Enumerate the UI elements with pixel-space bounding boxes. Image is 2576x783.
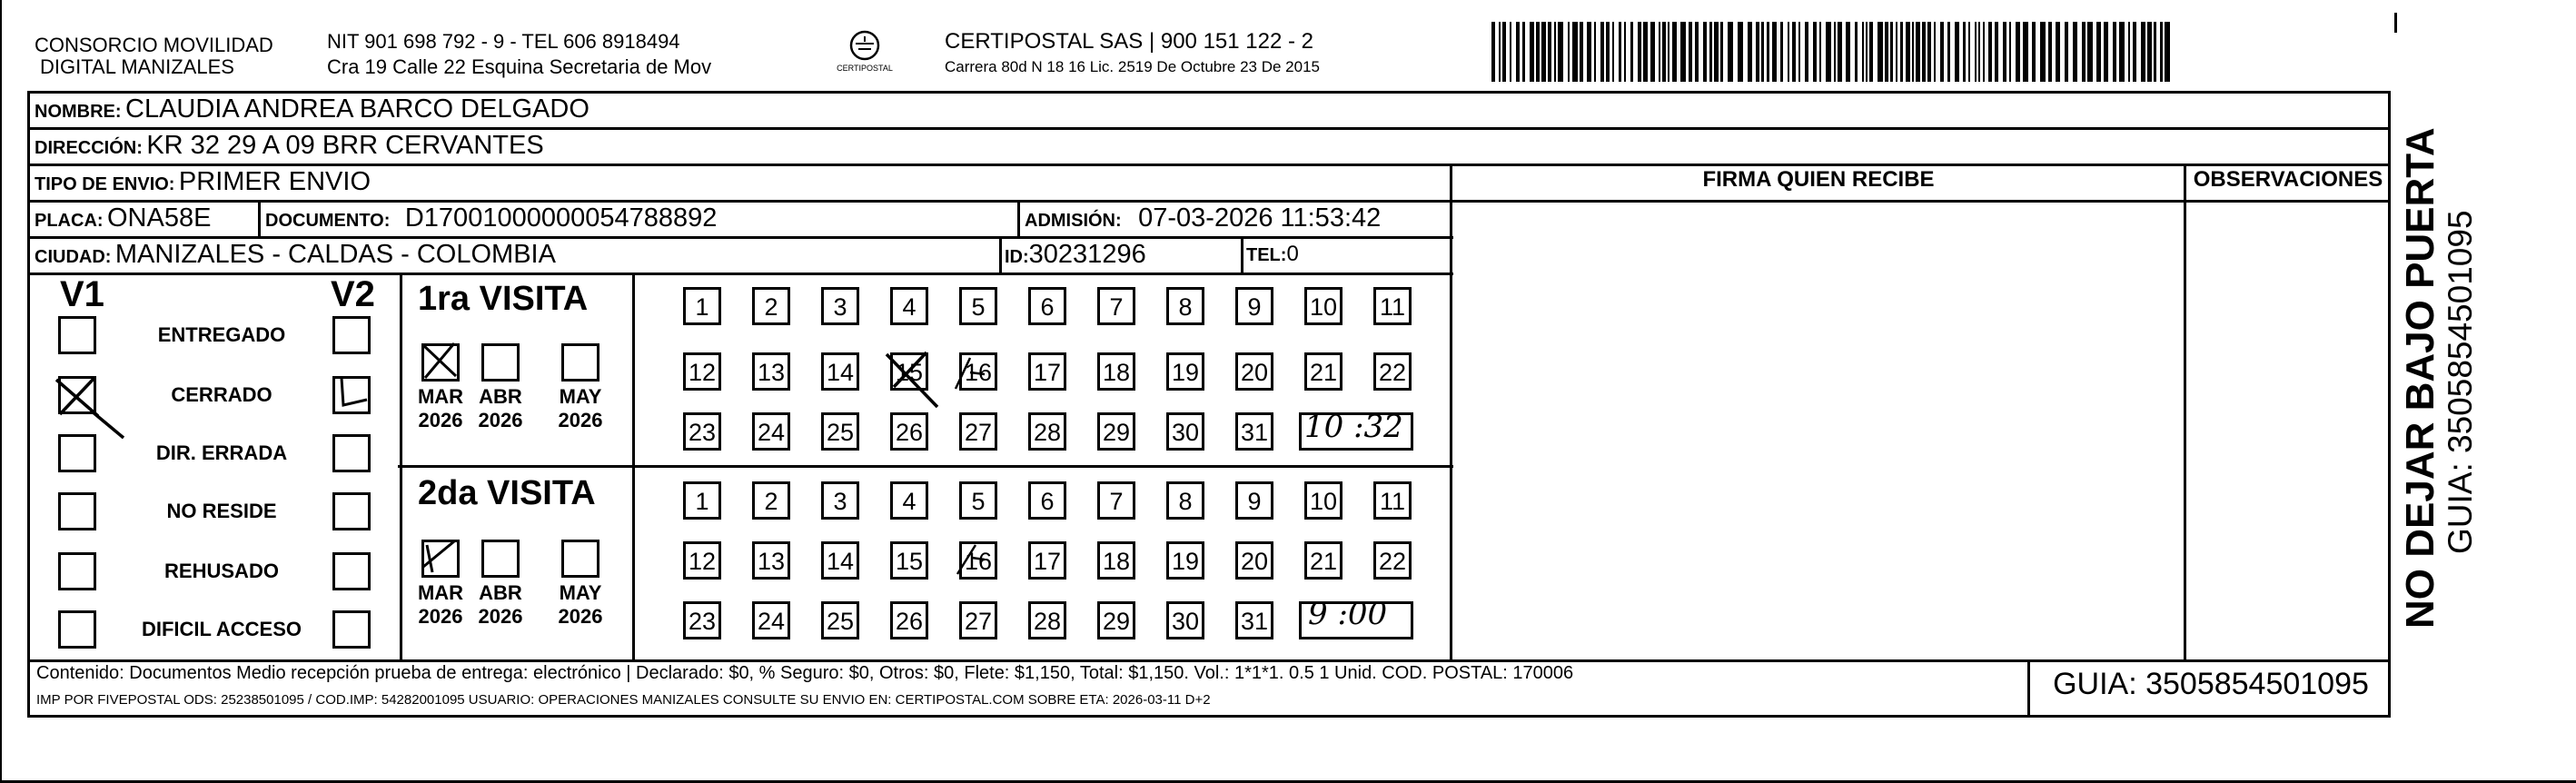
reason-label: DIR. ERRADA — [155, 441, 288, 464]
visit2-day-box[interactable]: 10 — [1304, 481, 1342, 520]
visit2-day-box[interactable]: 11 — [1373, 481, 1412, 520]
tel-value: 0 — [1286, 242, 1299, 266]
visit2-day-box[interactable]: 20 — [1235, 541, 1273, 580]
footer-contenido: Contenido: Documentos Medio recepción prueba de entrega: electrónico | Declarado: $0, % Seguro: $0, Otros: $0, Flete: $1,150, Total: $1,150. Vol.: 1*1*1. 0.5 1 Unid. COD. POSTAL: 170006 — [36, 663, 1574, 683]
visit1-day-box[interactable]: 15 — [890, 352, 928, 391]
visit1-month-label: MAR — [417, 385, 464, 408]
v2-header: V2 — [331, 274, 375, 314]
visit2-day-box[interactable]: 3 — [821, 481, 859, 520]
visit1-day-box[interactable]: 26 — [890, 412, 928, 451]
visit2-day-box[interactable]: 1 — [683, 481, 721, 520]
reason-label: ENTREGADO — [157, 323, 286, 346]
visit2-day-box[interactable]: 8 — [1166, 481, 1204, 520]
company-name-line2: DIGITAL MANIZALES — [40, 55, 234, 78]
reason-label: REHUSADO — [164, 560, 279, 582]
company-address: Cra 19 Calle 22 Esquina Secretaria de Mov — [327, 55, 712, 78]
footer-guia: GUIA: 3505854501095 — [2053, 667, 2369, 701]
visit1-day-box[interactable]: 6 — [1028, 287, 1066, 325]
visit1-day-box[interactable]: 12 — [683, 352, 721, 391]
visit1-day-box[interactable]: 30 — [1166, 412, 1204, 451]
visit1-day-box[interactable]: 20 — [1235, 352, 1273, 391]
visit1-day-box[interactable]: 1 — [683, 287, 721, 325]
side-notice: NO DEJAR BAJO PUERTA — [2398, 127, 2442, 629]
visit1-day-box[interactable]: 17 — [1028, 352, 1066, 391]
visit2-day-box[interactable]: 7 — [1097, 481, 1135, 520]
ciudad-label: CIUDAD: — [35, 247, 112, 267]
visit1-day-box[interactable]: 11 — [1373, 287, 1412, 325]
visit2-day-box[interactable]: 30 — [1166, 601, 1204, 639]
visit1-day-box[interactable]: 21 — [1304, 352, 1342, 391]
visit2-year-label: 2026 — [558, 605, 603, 628]
admision-label: ADMISIÓN: — [1025, 211, 1122, 231]
visit1-day-box[interactable]: 5 — [959, 287, 997, 325]
admision-value: 07-03-2026 11:53:42 — [1138, 203, 1382, 233]
visit2-day-box[interactable]: 29 — [1097, 601, 1135, 639]
visit2-day-box[interactable]: 22 — [1373, 541, 1412, 580]
visit1-day-box[interactable]: 10 — [1304, 287, 1342, 325]
visit2-day-box[interactable]: 5 — [959, 481, 997, 520]
visit1-day-box[interactable]: 27 — [959, 412, 997, 451]
visit1-day-box[interactable]: 24 — [752, 412, 790, 451]
visit1-month-label: ABR — [479, 385, 522, 408]
visit1-day-box[interactable]: 28 — [1028, 412, 1066, 451]
visit1-day-box[interactable]: 14 — [821, 352, 859, 391]
direccion-label: DIRECCIÓN: — [35, 138, 143, 158]
visit2-day-box[interactable]: 26 — [890, 601, 928, 639]
placa-value: ONA58E — [107, 203, 212, 233]
visit2-day-box[interactable]: 24 — [752, 601, 790, 639]
visit1-day-box[interactable]: 31 — [1235, 412, 1273, 451]
firma-header: FIRMA QUIEN RECIBE — [1702, 167, 1935, 192]
reason-label: DIFICIL ACCESO — [141, 618, 302, 640]
visit1-day-box[interactable]: 3 — [821, 287, 859, 325]
visit1-day-box[interactable]: 2 — [752, 287, 790, 325]
visit2-day-box[interactable]: 13 — [752, 541, 790, 580]
documento-value: D17001000000054788892 — [404, 203, 718, 233]
visit2-day-box[interactable]: 12 — [683, 541, 721, 580]
id-label: ID: — [1005, 247, 1029, 267]
company-nit: NIT 901 698 792 - 9 - TEL 606 8918494 — [327, 30, 680, 53]
visit2-month-label: ABR — [479, 581, 522, 604]
visit1-year-label: 2026 — [558, 409, 603, 431]
visit2-title: 2da VISITA — [418, 474, 596, 512]
reason-label: NO RESIDE — [166, 500, 277, 522]
visit2-day-box[interactable]: 15 — [890, 541, 928, 580]
visit1-day-box[interactable]: 25 — [821, 412, 859, 451]
visit1-day-box[interactable]: 19 — [1166, 352, 1204, 391]
visit2-time-handwritten: 9 :00 — [1308, 596, 1388, 632]
visit1-year-label: 2026 — [478, 409, 523, 431]
visit2-month-label: MAR — [417, 581, 464, 604]
visit1-day-box[interactable]: 13 — [752, 352, 790, 391]
observaciones-header: OBSERVACIONES — [2193, 167, 2383, 192]
visit2-year-label: 2026 — [418, 605, 463, 628]
logo-text: CERTIPOSTAL — [837, 64, 893, 73]
tipo-envio-label: TIPO DE ENVIO: — [35, 174, 175, 194]
visit2-day-box[interactable]: 28 — [1028, 601, 1066, 639]
visit2-day-box[interactable]: 16 — [959, 541, 997, 580]
documento-label: DOCUMENTO: — [265, 211, 391, 231]
visit1-day-box[interactable]: 9 — [1235, 287, 1273, 325]
visit2-day-box[interactable]: 2 — [752, 481, 790, 520]
side-guia: GUIA: 3505854501095 — [2442, 210, 2479, 554]
tipo-envio-value: PRIMER ENVIO — [178, 167, 372, 196]
visit2-year-label: 2026 — [478, 605, 523, 628]
nombre-label: NOMBRE: — [35, 102, 122, 122]
visit2-day-box[interactable]: 21 — [1304, 541, 1342, 580]
visit2-day-box[interactable]: 6 — [1028, 481, 1066, 520]
carrier-address: Carrera 80d N 18 16 Lic. 2519 De Octubre 23 De 2015 — [945, 58, 1320, 75]
visit1-day-box[interactable]: 22 — [1373, 352, 1412, 391]
visit2-day-box[interactable]: 19 — [1166, 541, 1204, 580]
visit2-day-box[interactable]: 17 — [1028, 541, 1066, 580]
id-value: 30231296 — [1028, 240, 1146, 269]
tel-label: TEL: — [1246, 245, 1287, 265]
visit1-time-handwritten: 10 :32 — [1304, 409, 1403, 445]
visit2-day-box[interactable]: 9 — [1235, 481, 1273, 520]
visit2-day-box[interactable]: 14 — [821, 541, 859, 580]
visit1-day-box[interactable]: 29 — [1097, 412, 1135, 451]
visit1-day-box[interactable]: 16 — [959, 352, 997, 391]
visit1-day-box[interactable]: 7 — [1097, 287, 1135, 325]
visit2-month-label: MAY — [559, 581, 602, 604]
placa-label: PLACA: — [35, 211, 104, 231]
visit1-title: 1ra VISITA — [418, 280, 589, 318]
visit2-day-box[interactable]: 27 — [959, 601, 997, 639]
v1-header: V1 — [60, 274, 104, 314]
nombre-value: CLAUDIA ANDREA BARCO DELGADO — [125, 94, 590, 124]
carrier-name: CERTIPOSTAL SAS | 900 151 122 - 2 — [945, 29, 1313, 54]
visit2-day-box[interactable]: 4 — [890, 481, 928, 520]
visit1-day-box[interactable]: 8 — [1166, 287, 1204, 325]
company-name-line1: CONSORCIO MOVILIDAD — [35, 34, 273, 56]
visit1-day-box[interactable]: 18 — [1097, 352, 1135, 391]
direccion-value: KR 32 29 A 09 BRR CERVANTES — [146, 131, 544, 160]
visit1-year-label: 2026 — [418, 409, 463, 431]
visit1-day-box[interactable]: 23 — [683, 412, 721, 451]
visit1-month-label: MAY — [559, 385, 602, 408]
visit1-day-box[interactable]: 4 — [890, 287, 928, 325]
footer-imp-line: IMP POR FIVEPOSTAL ODS: 25238501095 / COD.IMP: 54282001095 USUARIO: OPERACIONES MANIZALES CONSULTE SU ENVIO EN: CERTIPOSTAL.COM SOBRE ETA: 2026-03-11 D+2 — [36, 692, 1211, 708]
ciudad-value: MANIZALES - CALDAS - COLOMBIA — [114, 240, 556, 269]
visit2-day-box[interactable]: 31 — [1235, 601, 1273, 639]
reason-label: CERRADO — [171, 383, 272, 406]
visit2-day-box[interactable]: 18 — [1097, 541, 1135, 580]
visit2-day-box[interactable]: 23 — [683, 601, 721, 639]
visit2-day-box[interactable]: 25 — [821, 601, 859, 639]
